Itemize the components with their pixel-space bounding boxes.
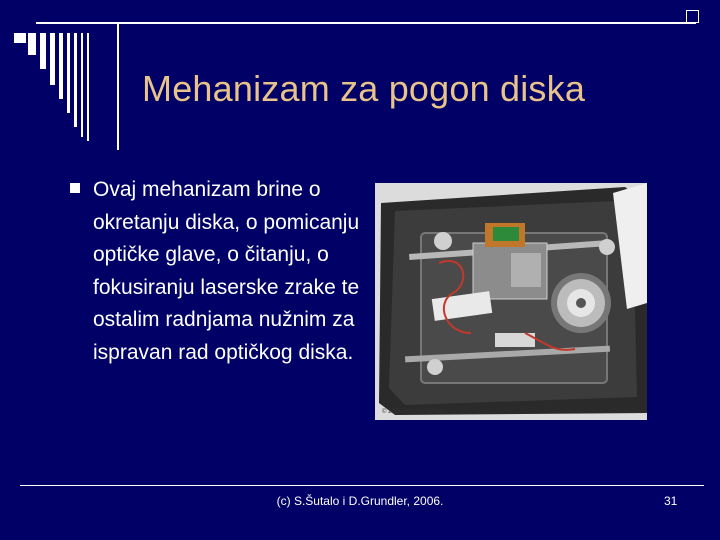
footer-rule-line <box>20 485 704 486</box>
top-rule-line <box>36 22 696 24</box>
page-number: 31 <box>664 494 678 508</box>
footer-credit: (c) S.Šutalo i D.Grundler, 2006. <box>276 494 444 508</box>
disk-drive-photo <box>375 183 647 420</box>
bullet-text-tail: te ostalim radnjama nužnim za ispravan rad optičkog diska. <box>93 275 360 364</box>
bullet-text <box>93 174 368 369</box>
bullet-square-icon <box>70 183 80 193</box>
corner-square-icon <box>686 10 699 23</box>
vertical-rule-line <box>117 24 119 150</box>
bullet-text-main: Ovaj mehanizam brine o okretanju diska, o pomicanju optičke glave, o čitanju, o fokusiranju laserske zrake <box>93 178 360 299</box>
photo-caption: © 2001 HowStuffWorks <box>382 409 445 415</box>
slide-title: Mehanizam za pogon diska <box>142 68 586 109</box>
